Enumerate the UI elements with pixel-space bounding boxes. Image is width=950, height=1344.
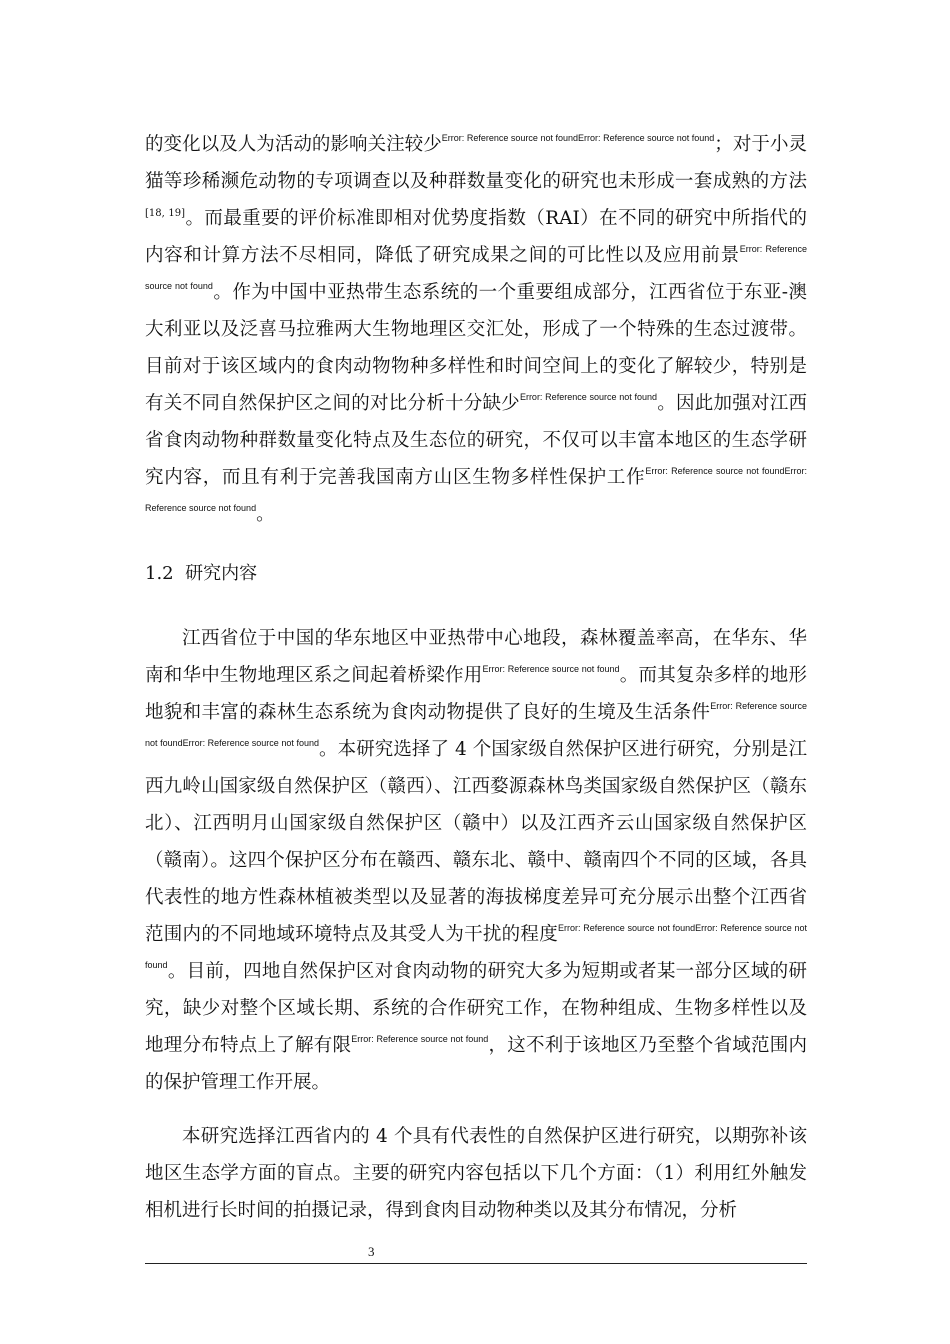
reference-error-superscript: Error: Reference source not foundError: Reference source not found: [145, 466, 807, 513]
reference-error-superscript: Error: Reference source not found: [482, 664, 620, 674]
section-number: 1.2: [145, 563, 174, 584]
paragraph-text: 。而最重要的评价标准即相对优势度指数（RAI）在不同的研究中所指代的内容和计算方法不尽相同，降低了研究成果之间的可比性以及应用前景: [145, 208, 807, 266]
reference-error-superscript: Error: Reference source not found: [519, 392, 657, 402]
body-paragraph: [145, 126, 807, 533]
paragraph-text: 的变化以及人为活动的影响关注较少: [145, 134, 442, 155]
citation-superscript: [18, 19]: [145, 208, 186, 219]
paragraph-text: ，这不利于该地区乃至整个省域范围内的保护管理工作开展。: [145, 1035, 807, 1093]
reference-error-superscript: Error: Reference source not foundError: Reference source not found: [145, 701, 807, 748]
paragraph-text: ；对于小灵猫等珍稀濒危动物的专项调查以及种群数量变化的研究也未形成一套成熟的方法: [145, 134, 807, 192]
reference-error-superscript: Error: Reference source not foundError: Reference source not found: [145, 923, 807, 970]
paragraph-text: 。目前，四地自然保护区对食肉动物的研究大多为短期或者某一部分区域的研究，缺少对整个区域长期、系统的合作研究工作，在物种组成、生物多样性以及地理分布特点上了解有限: [145, 961, 807, 1056]
reference-error-superscript: Error: Reference source not foundError: Reference source not found: [441, 133, 715, 143]
body-paragraph: [145, 1118, 807, 1229]
page-number: 3: [368, 1244, 375, 1259]
body-paragraph: [145, 620, 807, 1101]
paragraph-text: 。作为中国中亚热带生态系统的一个重要组成部分，江西省位于东亚-澳大利亚以及泛喜马拉雅两大生物地理区交汇处，形成了一个特殊的生态过渡带。目前对于该区域内的食肉动物物种多样性和时间空间上的变化了解较少，特别是有关不同自然保护区之间的对比分析十分缺少: [145, 282, 807, 414]
reference-error-superscript: Error: Reference source not found: [145, 244, 807, 291]
paragraph-text: 江西省位于中国的华东地区中亚热带中心地段，森林覆盖率高，在华东、华南和华中生物地理区系之间起着桥梁作用: [145, 628, 807, 686]
paragraph-text: 本研究选择江西省内的 4 个具有代表性的自然保护区进行研究，以期弥补该地区生态学方面的盲点。主要的研究内容包括以下几个方面：（1）利用红外触发相机进行长时间的拍摄记录，得到食肉目动物种类以及其分布情况，分析: [145, 1126, 807, 1221]
paragraph-text: 。因此加强对江西省食肉动物种群数量变化特点及生态位的研究，不仅可以丰富本地区的生态学研究内容，而且有利于完善我国南方山区生物多样性保护工作: [145, 393, 807, 488]
paragraph-text: 。而其复杂多样的地形地貌和丰富的森林生态系统为食肉动物提供了良好的生境及生活条件: [145, 665, 807, 723]
footer-divider: [145, 1263, 807, 1264]
paragraph-text: 。本研究选择了 4 个国家级自然保护区进行研究，分别是江西九岭山国家级自然保护区（赣西）、江西婺源森林鸟类国家级自然保护区（赣东北）、江西明月山国家级自然保护区（赣中）以及江西齐云山国家级自然保护区（赣南）。这四个保护区分布在赣西、赣东北、赣中、赣南四个不同的区域，各具代表性的地方性森林植被类型以及显著的海拔梯度差异可充分展示出整个江西省范围内的不同地域环境特点及其受人为干扰的程度: [145, 739, 807, 945]
section-heading: [145, 561, 257, 587]
reference-error-superscript: Error: Reference source not found: [351, 1034, 489, 1044]
paragraph-text: 。: [256, 504, 275, 525]
section-title: 研究内容: [185, 563, 258, 584]
